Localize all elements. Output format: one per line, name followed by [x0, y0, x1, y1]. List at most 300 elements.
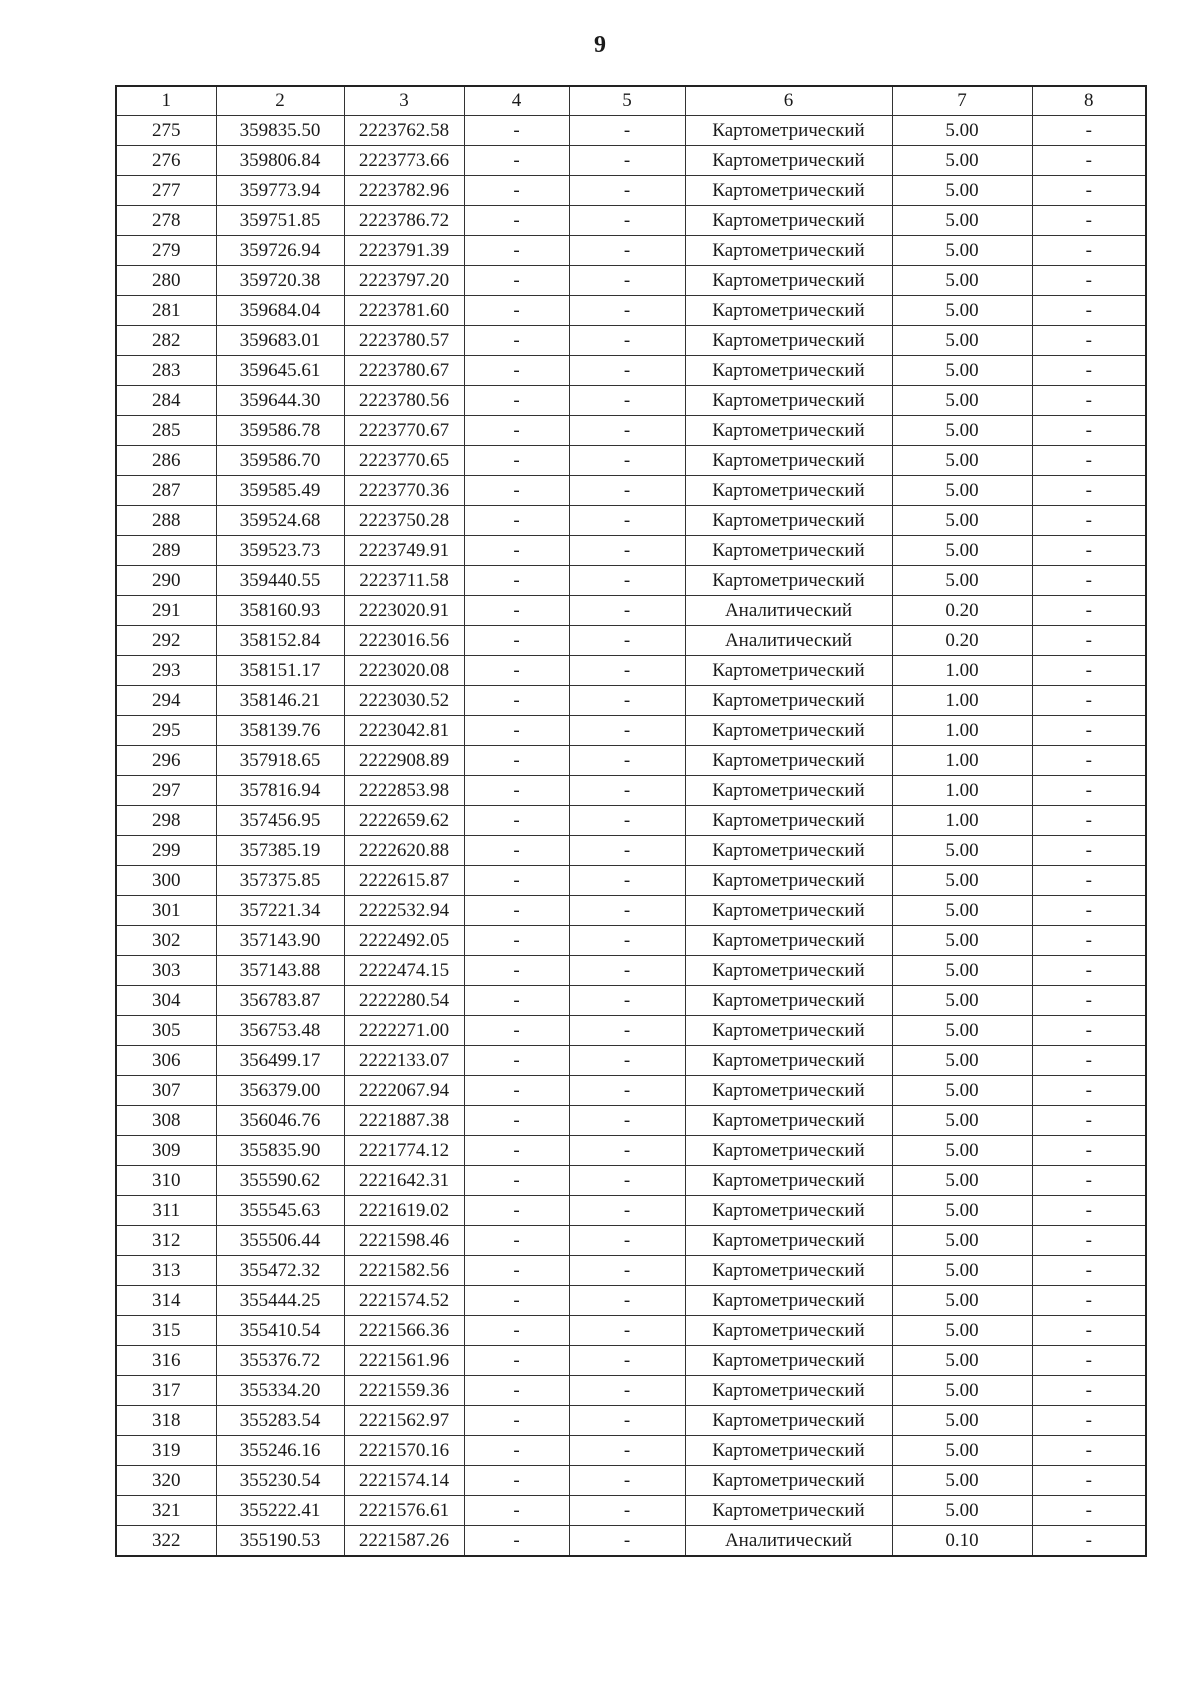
accuracy-cell: 5.00 — [892, 926, 1032, 956]
point-number-cell: 289 — [116, 536, 216, 566]
x-coordinate-cell: 357143.88 — [216, 956, 344, 986]
column-4-cell: - — [464, 1496, 569, 1526]
column-8-cell: - — [1032, 1466, 1146, 1496]
point-number-cell: 285 — [116, 416, 216, 446]
table-row — [116, 176, 1146, 206]
column-header: 3 — [344, 86, 464, 116]
column-8-cell: - — [1032, 146, 1146, 176]
column-5-cell: - — [569, 836, 685, 866]
table-row — [116, 1106, 1146, 1136]
point-number-cell: 320 — [116, 1466, 216, 1496]
method-cell: Картометрический — [685, 1466, 892, 1496]
x-coordinate-cell: 359751.85 — [216, 206, 344, 236]
y-coordinate-cell: 2223749.91 — [344, 536, 464, 566]
accuracy-cell: 5.00 — [892, 896, 1032, 926]
x-coordinate-cell: 356046.76 — [216, 1106, 344, 1136]
y-coordinate-cell: 2223786.72 — [344, 206, 464, 236]
method-cell: Картометрический — [685, 806, 892, 836]
method-cell: Картометрический — [685, 776, 892, 806]
y-coordinate-cell: 2223020.08 — [344, 656, 464, 686]
x-coordinate-cell: 355283.54 — [216, 1406, 344, 1436]
point-number-cell: 299 — [116, 836, 216, 866]
table-row — [116, 626, 1146, 656]
accuracy-cell: 5.00 — [892, 1196, 1032, 1226]
y-coordinate-cell: 2223016.56 — [344, 626, 464, 656]
accuracy-cell: 5.00 — [892, 1376, 1032, 1406]
column-8-cell: - — [1032, 1406, 1146, 1436]
column-8-cell: - — [1032, 446, 1146, 476]
y-coordinate-cell: 2221561.96 — [344, 1346, 464, 1376]
table-row — [116, 206, 1146, 236]
table-row — [116, 1406, 1146, 1436]
y-coordinate-cell: 2221570.16 — [344, 1436, 464, 1466]
table-row — [116, 1286, 1146, 1316]
x-coordinate-cell: 358160.93 — [216, 596, 344, 626]
accuracy-cell: 5.00 — [892, 1106, 1032, 1136]
x-coordinate-cell: 357816.94 — [216, 776, 344, 806]
x-coordinate-cell: 355545.63 — [216, 1196, 344, 1226]
table-row — [116, 836, 1146, 866]
accuracy-cell: 1.00 — [892, 656, 1032, 686]
x-coordinate-cell: 355376.72 — [216, 1346, 344, 1376]
column-8-cell: - — [1032, 806, 1146, 836]
table-row — [116, 1466, 1146, 1496]
table-row — [116, 866, 1146, 896]
column-5-cell: - — [569, 1526, 685, 1557]
column-8-cell: - — [1032, 896, 1146, 926]
column-4-cell: - — [464, 926, 569, 956]
column-4-cell: - — [464, 1436, 569, 1466]
column-header: 2 — [216, 86, 344, 116]
x-coordinate-cell: 359645.61 — [216, 356, 344, 386]
y-coordinate-cell: 2223042.81 — [344, 716, 464, 746]
column-8-cell: - — [1032, 956, 1146, 986]
column-4-cell: - — [464, 776, 569, 806]
y-coordinate-cell: 2222280.54 — [344, 986, 464, 1016]
column-4-cell: - — [464, 626, 569, 656]
column-8-cell: - — [1032, 746, 1146, 776]
column-5-cell: - — [569, 1346, 685, 1376]
column-5-cell: - — [569, 1166, 685, 1196]
column-5-cell: - — [569, 1286, 685, 1316]
method-cell: Картометрический — [685, 1016, 892, 1046]
column-4-cell: - — [464, 1136, 569, 1166]
column-8-cell: - — [1032, 1256, 1146, 1286]
column-8-cell: - — [1032, 386, 1146, 416]
x-coordinate-cell: 359835.50 — [216, 116, 344, 146]
y-coordinate-cell: 2223780.67 — [344, 356, 464, 386]
method-cell: Картометрический — [685, 926, 892, 956]
accuracy-cell: 0.20 — [892, 596, 1032, 626]
column-header: 5 — [569, 86, 685, 116]
accuracy-cell: 5.00 — [892, 1076, 1032, 1106]
column-8-cell: - — [1032, 1106, 1146, 1136]
column-8-cell: - — [1032, 296, 1146, 326]
column-4-cell: - — [464, 896, 569, 926]
accuracy-cell: 5.00 — [892, 1466, 1032, 1496]
column-5-cell: - — [569, 266, 685, 296]
point-number-cell: 286 — [116, 446, 216, 476]
column-8-cell: - — [1032, 476, 1146, 506]
x-coordinate-cell: 359524.68 — [216, 506, 344, 536]
column-5-cell: - — [569, 986, 685, 1016]
table-body — [116, 116, 1146, 1557]
method-cell: Картометрический — [685, 206, 892, 236]
x-coordinate-cell: 357221.34 — [216, 896, 344, 926]
accuracy-cell: 5.00 — [892, 266, 1032, 296]
table-row — [116, 1496, 1146, 1526]
y-coordinate-cell: 2223770.36 — [344, 476, 464, 506]
accuracy-cell: 5.00 — [892, 1136, 1032, 1166]
table-row — [116, 476, 1146, 506]
column-4-cell: - — [464, 836, 569, 866]
point-number-cell: 315 — [116, 1316, 216, 1346]
column-4-cell: - — [464, 1346, 569, 1376]
column-5-cell: - — [569, 1016, 685, 1046]
y-coordinate-cell: 2223780.57 — [344, 326, 464, 356]
table-row — [116, 806, 1146, 836]
y-coordinate-cell: 2223750.28 — [344, 506, 464, 536]
method-cell: Картометрический — [685, 236, 892, 266]
table-row — [116, 776, 1146, 806]
y-coordinate-cell: 2223030.52 — [344, 686, 464, 716]
column-4-cell: - — [464, 476, 569, 506]
column-8-cell: - — [1032, 776, 1146, 806]
accuracy-cell: 0.10 — [892, 1526, 1032, 1557]
table-row — [116, 1196, 1146, 1226]
point-number-cell: 279 — [116, 236, 216, 266]
column-header: 8 — [1032, 86, 1146, 116]
column-4-cell: - — [464, 1016, 569, 1046]
column-8-cell: - — [1032, 1526, 1146, 1557]
method-cell: Картометрический — [685, 566, 892, 596]
point-number-cell: 293 — [116, 656, 216, 686]
table-row — [116, 1136, 1146, 1166]
method-cell: Картометрический — [685, 1076, 892, 1106]
column-8-cell: - — [1032, 266, 1146, 296]
point-number-cell: 298 — [116, 806, 216, 836]
point-number-cell: 290 — [116, 566, 216, 596]
table-row — [116, 926, 1146, 956]
x-coordinate-cell: 359726.94 — [216, 236, 344, 266]
column-5-cell: - — [569, 686, 685, 716]
method-cell: Картометрический — [685, 176, 892, 206]
column-5-cell: - — [569, 1256, 685, 1286]
column-4-cell: - — [464, 1376, 569, 1406]
point-number-cell: 295 — [116, 716, 216, 746]
column-8-cell: - — [1032, 926, 1146, 956]
y-coordinate-cell: 2223020.91 — [344, 596, 464, 626]
column-5-cell: - — [569, 596, 685, 626]
accuracy-cell: 5.00 — [892, 566, 1032, 596]
column-5-cell: - — [569, 1046, 685, 1076]
accuracy-cell: 5.00 — [892, 956, 1032, 986]
method-cell: Картометрический — [685, 1256, 892, 1286]
point-number-cell: 314 — [116, 1286, 216, 1316]
table-row — [116, 596, 1146, 626]
column-5-cell: - — [569, 1316, 685, 1346]
table-row — [116, 116, 1146, 146]
column-4-cell: - — [464, 1466, 569, 1496]
x-coordinate-cell: 359806.84 — [216, 146, 344, 176]
accuracy-cell: 5.00 — [892, 1316, 1032, 1346]
x-coordinate-cell: 355222.41 — [216, 1496, 344, 1526]
point-number-cell: 322 — [116, 1526, 216, 1557]
column-8-cell: - — [1032, 1076, 1146, 1106]
table-row — [116, 356, 1146, 386]
point-number-cell: 307 — [116, 1076, 216, 1106]
page-number: 9 — [594, 32, 606, 58]
x-coordinate-cell: 355334.20 — [216, 1376, 344, 1406]
column-4-cell: - — [464, 506, 569, 536]
method-cell: Картометрический — [685, 356, 892, 386]
point-number-cell: 305 — [116, 1016, 216, 1046]
column-header: 1 — [116, 86, 216, 116]
method-cell: Аналитический — [685, 1526, 892, 1557]
table-row — [116, 296, 1146, 326]
point-number-cell: 287 — [116, 476, 216, 506]
method-cell: Картометрический — [685, 506, 892, 536]
accuracy-cell: 5.00 — [892, 1286, 1032, 1316]
column-8-cell: - — [1032, 686, 1146, 716]
x-coordinate-cell: 357385.19 — [216, 836, 344, 866]
column-5-cell: - — [569, 116, 685, 146]
table-row — [116, 986, 1146, 1016]
column-4-cell: - — [464, 536, 569, 566]
column-8-cell: - — [1032, 1166, 1146, 1196]
accuracy-cell: 1.00 — [892, 716, 1032, 746]
table-row — [116, 686, 1146, 716]
accuracy-cell: 5.00 — [892, 356, 1032, 386]
column-5-cell: - — [569, 716, 685, 746]
y-coordinate-cell: 2222067.94 — [344, 1076, 464, 1106]
accuracy-cell: 1.00 — [892, 806, 1032, 836]
column-5-cell: - — [569, 446, 685, 476]
column-header: 4 — [464, 86, 569, 116]
x-coordinate-cell: 359440.55 — [216, 566, 344, 596]
point-number-cell: 301 — [116, 896, 216, 926]
column-4-cell: - — [464, 716, 569, 746]
column-4-cell: - — [464, 266, 569, 296]
accuracy-cell: 5.00 — [892, 476, 1032, 506]
point-number-cell: 275 — [116, 116, 216, 146]
method-cell: Картометрический — [685, 1406, 892, 1436]
column-4-cell: - — [464, 656, 569, 686]
column-4-cell: - — [464, 446, 569, 476]
column-8-cell: - — [1032, 116, 1146, 146]
column-4-cell: - — [464, 746, 569, 776]
column-5-cell: - — [569, 1226, 685, 1256]
x-coordinate-cell: 357375.85 — [216, 866, 344, 896]
table-row — [116, 146, 1146, 176]
column-8-cell: - — [1032, 1046, 1146, 1076]
column-5-cell: - — [569, 746, 685, 776]
method-cell: Картометрический — [685, 326, 892, 356]
column-4-cell: - — [464, 1256, 569, 1286]
column-4-cell: - — [464, 146, 569, 176]
column-4-cell: - — [464, 986, 569, 1016]
method-cell: Картометрический — [685, 1346, 892, 1376]
column-8-cell: - — [1032, 986, 1146, 1016]
column-4-cell: - — [464, 866, 569, 896]
accuracy-cell: 5.00 — [892, 1016, 1032, 1046]
point-number-cell: 309 — [116, 1136, 216, 1166]
table-row — [116, 716, 1146, 746]
column-4-cell: - — [464, 296, 569, 326]
y-coordinate-cell: 2223770.65 — [344, 446, 464, 476]
y-coordinate-cell: 2221562.97 — [344, 1406, 464, 1436]
column-8-cell: - — [1032, 176, 1146, 206]
y-coordinate-cell: 2221559.36 — [344, 1376, 464, 1406]
point-number-cell: 278 — [116, 206, 216, 236]
column-5-cell: - — [569, 1106, 685, 1136]
column-header: 6 — [685, 86, 892, 116]
point-number-cell: 288 — [116, 506, 216, 536]
y-coordinate-cell: 2221619.02 — [344, 1196, 464, 1226]
column-8-cell: - — [1032, 1226, 1146, 1256]
column-4-cell: - — [464, 1286, 569, 1316]
column-5-cell: - — [569, 1076, 685, 1106]
x-coordinate-cell: 356783.87 — [216, 986, 344, 1016]
method-cell: Картометрический — [685, 1196, 892, 1226]
y-coordinate-cell: 2223711.58 — [344, 566, 464, 596]
column-4-cell: - — [464, 1406, 569, 1436]
accuracy-cell: 5.00 — [892, 446, 1032, 476]
column-4-cell: - — [464, 1076, 569, 1106]
column-5-cell: - — [569, 1496, 685, 1526]
y-coordinate-cell: 2223762.58 — [344, 116, 464, 146]
column-8-cell: - — [1032, 626, 1146, 656]
point-number-cell: 319 — [116, 1436, 216, 1466]
column-4-cell: - — [464, 386, 569, 416]
method-cell: Картометрический — [685, 116, 892, 146]
method-cell: Картометрический — [685, 1166, 892, 1196]
accuracy-cell: 5.00 — [892, 326, 1032, 356]
column-8-cell: - — [1032, 716, 1146, 746]
table-row — [116, 236, 1146, 266]
column-5-cell: - — [569, 1376, 685, 1406]
column-4-cell: - — [464, 1316, 569, 1346]
column-5-cell: - — [569, 1466, 685, 1496]
method-cell: Аналитический — [685, 596, 892, 626]
point-number-cell: 281 — [116, 296, 216, 326]
x-coordinate-cell: 355835.90 — [216, 1136, 344, 1166]
y-coordinate-cell: 2221642.31 — [344, 1166, 464, 1196]
point-number-cell: 283 — [116, 356, 216, 386]
y-coordinate-cell: 2221574.52 — [344, 1286, 464, 1316]
table-row — [116, 1166, 1146, 1196]
column-5-cell: - — [569, 1406, 685, 1436]
column-4-cell: - — [464, 1106, 569, 1136]
point-number-cell: 308 — [116, 1106, 216, 1136]
x-coordinate-cell: 355506.44 — [216, 1226, 344, 1256]
table-row — [116, 1256, 1146, 1286]
table-row — [116, 1316, 1146, 1346]
table-row — [116, 1346, 1146, 1376]
column-5-cell: - — [569, 176, 685, 206]
column-8-cell: - — [1032, 506, 1146, 536]
method-cell: Картометрический — [685, 866, 892, 896]
table-row — [116, 1226, 1146, 1256]
column-4-cell: - — [464, 566, 569, 596]
column-8-cell: - — [1032, 1136, 1146, 1166]
column-4-cell: - — [464, 356, 569, 386]
column-5-cell: - — [569, 416, 685, 446]
column-4-cell: - — [464, 806, 569, 836]
table-row — [116, 1076, 1146, 1106]
accuracy-cell: 5.00 — [892, 836, 1032, 866]
column-8-cell: - — [1032, 656, 1146, 686]
table-row — [116, 1016, 1146, 1046]
y-coordinate-cell: 2223770.67 — [344, 416, 464, 446]
table-row — [116, 956, 1146, 986]
y-coordinate-cell: 2221598.46 — [344, 1226, 464, 1256]
y-coordinate-cell: 2222532.94 — [344, 896, 464, 926]
y-coordinate-cell: 2221574.14 — [344, 1466, 464, 1496]
accuracy-cell: 5.00 — [892, 176, 1032, 206]
accuracy-cell: 5.00 — [892, 536, 1032, 566]
point-number-cell: 277 — [116, 176, 216, 206]
x-coordinate-cell: 359586.70 — [216, 446, 344, 476]
column-4-cell: - — [464, 176, 569, 206]
column-5-cell: - — [569, 386, 685, 416]
coordinates-table — [115, 85, 1147, 1557]
column-4-cell: - — [464, 206, 569, 236]
column-5-cell: - — [569, 146, 685, 176]
column-5-cell: - — [569, 896, 685, 926]
y-coordinate-cell: 2221887.38 — [344, 1106, 464, 1136]
table-row — [116, 506, 1146, 536]
method-cell: Картометрический — [685, 296, 892, 326]
column-5-cell: - — [569, 566, 685, 596]
column-4-cell: - — [464, 596, 569, 626]
y-coordinate-cell: 2223773.66 — [344, 146, 464, 176]
column-5-cell: - — [569, 1436, 685, 1466]
y-coordinate-cell: 2222133.07 — [344, 1046, 464, 1076]
point-number-cell: 304 — [116, 986, 216, 1016]
method-cell: Картометрический — [685, 1136, 892, 1166]
point-number-cell: 316 — [116, 1346, 216, 1376]
column-5-cell: - — [569, 326, 685, 356]
accuracy-cell: 5.00 — [892, 146, 1032, 176]
accuracy-cell: 5.00 — [892, 1436, 1032, 1466]
accuracy-cell: 5.00 — [892, 1256, 1032, 1286]
x-coordinate-cell: 359644.30 — [216, 386, 344, 416]
accuracy-cell: 5.00 — [892, 1496, 1032, 1526]
y-coordinate-cell: 2221576.61 — [344, 1496, 464, 1526]
method-cell: Картометрический — [685, 716, 892, 746]
accuracy-cell: 5.00 — [892, 506, 1032, 536]
method-cell: Картометрический — [685, 446, 892, 476]
table-row — [116, 386, 1146, 416]
point-number-cell: 296 — [116, 746, 216, 776]
accuracy-cell: 5.00 — [892, 1406, 1032, 1436]
x-coordinate-cell: 359523.73 — [216, 536, 344, 566]
table-row — [116, 326, 1146, 356]
point-number-cell: 300 — [116, 866, 216, 896]
y-coordinate-cell: 2221774.12 — [344, 1136, 464, 1166]
column-4-cell: - — [464, 1196, 569, 1226]
x-coordinate-cell: 359773.94 — [216, 176, 344, 206]
method-cell: Картометрический — [685, 386, 892, 416]
y-coordinate-cell: 2222620.88 — [344, 836, 464, 866]
table-row — [116, 266, 1146, 296]
x-coordinate-cell: 355190.53 — [216, 1526, 344, 1557]
column-8-cell: - — [1032, 356, 1146, 386]
column-8-cell: - — [1032, 596, 1146, 626]
method-cell: Картометрический — [685, 146, 892, 176]
method-cell: Картометрический — [685, 536, 892, 566]
